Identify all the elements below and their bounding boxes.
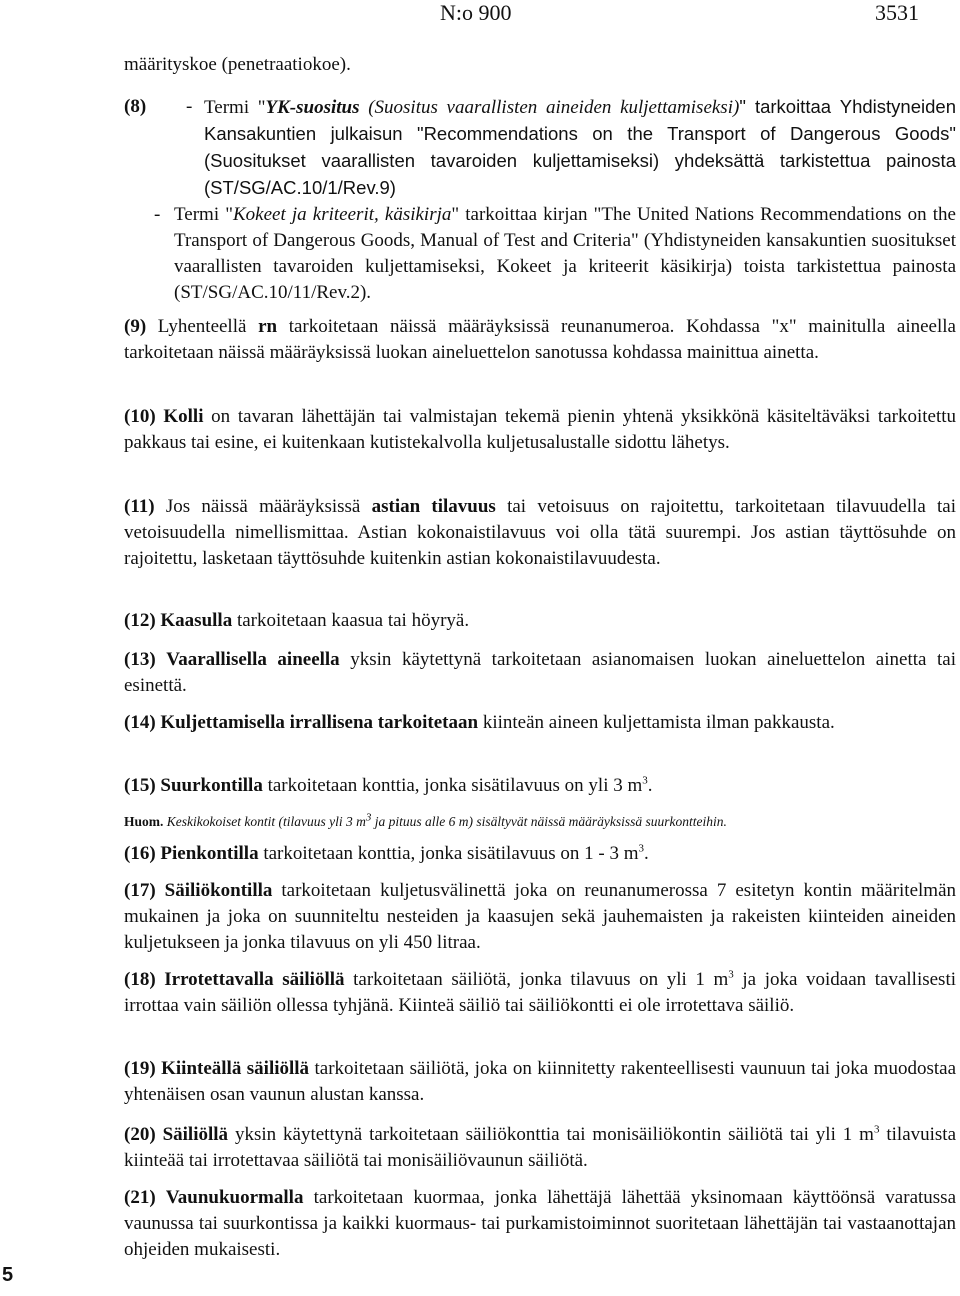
definition-label: (18) [124, 969, 156, 990]
definition-label: (13) [124, 649, 156, 670]
issue-number: N:o 900 [440, 0, 512, 25]
definition-17 [124, 878, 956, 956]
defined-term: Säiliöllä [162, 1124, 229, 1145]
definition-18 [124, 967, 956, 1019]
defined-term: Kaasulla [160, 610, 233, 631]
text-pre: Lyhenteellä [157, 316, 259, 337]
defined-term: Suurkontilla [160, 775, 263, 796]
text-pre: Termi " [204, 97, 266, 118]
definition-label: (10) [124, 406, 156, 427]
text-rest: tarkoitetaan kuormaa, jonka lähettäjä lähettää yksinomaan käyttöönsä varatussa vaunussa tai suurkontissa ja kaikki kuormaus- tai purkamistoiminnot suoritetaan lähettäjän tai vastaanottajan ohjeiden mukaisesti. [124, 1187, 957, 1260]
text-end: . [644, 843, 649, 864]
defined-term: Vaunukuormalla [165, 1187, 304, 1208]
text-rest: " tarkoittaa Yhdistyneiden Kansakuntien julkaisun "Recommendations on the Transport of Dangerous Goods" (Suositukset vaarallisten tavaroiden kuljettamiseksi) yhdeksättä tarkistettua painosta (ST/SG/AC.10/1/Rev.9) [204, 96, 956, 198]
definition-15 [124, 773, 956, 799]
term-gloss: (Suositus vaarallisten aineiden kuljettamiseksi) [359, 97, 740, 118]
definition-label: (19) [124, 1058, 156, 1079]
definition-11 [124, 494, 956, 572]
superscript: 3 [728, 968, 734, 981]
defined-term: Irrotettavalla säiliöllä [164, 969, 345, 990]
defined-term: Kuljettamisella irrallisena tarkoitetaan [160, 712, 479, 733]
text-rest: tarkoitetaan kaasua tai höyryä. [232, 610, 470, 631]
definition-text [204, 94, 956, 202]
defined-term: YK-suositus [265, 97, 360, 118]
note-text: ja pituus alle 6 m) sisältyvät näissä määräyksissä suurkontteihin. [371, 814, 727, 829]
definition-label: (8) [124, 96, 147, 117]
definition-label: (21) [124, 1187, 156, 1208]
text-end: ja joka voidaan tavallisesti irrottaa vain säiliön ollessa tyhjänä. Kiinteä säiliö tai säiliökontti ei ole irrotettava säiliö. [124, 969, 956, 1016]
text-rest: tarkoitetaan konttia, jonka sisätilavuus on 1 - 3 m [258, 843, 639, 864]
text-rest: kiinteän aineen kuljettamista ilman pakkausta. [478, 712, 835, 733]
text-rest: yksin käytettynä tarkoitetaan asianomaisen luokan aineluettelon ainetta tai esinettä. [124, 649, 956, 696]
definition-text [174, 202, 956, 306]
text-pre: Jos näissä määräyksissä [165, 496, 372, 517]
defined-term: Säiliökontilla [164, 880, 273, 901]
defined-term: Pienkontilla [160, 843, 259, 864]
defined-term: Kokeet ja kriteerit, käsikirja [233, 204, 452, 225]
definition-label: (15) [124, 775, 156, 796]
text-rest: tarkoitetaan säiliötä, joka on kiinnitetty rakenteellisesti vaunuun tai joka muodostaa yhtenäisen osan vaunun alustan kanssa. [124, 1058, 957, 1105]
text-rest: tarkoitetaan säiliötä, jonka tilavuus on yli 1 m [344, 969, 729, 990]
defined-term: astian tilavuus [371, 496, 496, 517]
text-end: . [647, 775, 653, 796]
definition-label: (17) [124, 880, 156, 901]
definition-20 [124, 1122, 956, 1174]
dash-marker: - [154, 204, 161, 225]
defined-term: Vaarallisella aineella [166, 649, 340, 670]
text-pre: Termi " [174, 204, 233, 225]
defined-term: rn [258, 316, 278, 337]
definition-label: (14) [124, 712, 156, 733]
definition-19 [124, 1056, 956, 1108]
definition-14 [124, 710, 956, 736]
note [124, 812, 956, 832]
definition-16 [124, 841, 956, 867]
text-end: tilavuista kiinteää tai irrotettavaa säiliötä tai monisäiliövaunun säiliötä. [124, 1124, 957, 1171]
definition-label: (9) [124, 316, 147, 337]
dash-marker: - [186, 96, 193, 117]
text-rest: tarkoitetaan näissä määräyksissä reunanumeroa. Kohdassa "x" mainitulla aineella tarkoitetaan näissä määräyksissä luokan aineluettelon sanotussa kohdassa mainittua ainetta. [124, 316, 956, 363]
superscript: 3 [365, 811, 372, 824]
definition-label: (20) [124, 1124, 156, 1145]
text-rest: tarkoitetaan konttia, jonka sisätilavuus on yli 3 m [262, 775, 643, 796]
superscript: 3 [638, 842, 645, 855]
margin-number: 5 [2, 1264, 14, 1286]
text-rest: tai vetoisuus on rajoitettu, tarkoitetaan tilavuudella tai vetoisuudella nimellismittaa. Astian kokonaistilavuus voi olla tätä suurempi. Jos astian täyttösuhde on rajoitettu, lasketaan täyttösuhde kuitenkin astian kokonaistilavuudesta. [124, 496, 957, 569]
definition-12 [124, 608, 956, 634]
text-rest: on tavaran lähettäjän tai valmistajan tekemä pienin yhtenä yksikkönä käsiteltäväksi tarkoitettu pakkaus tai esine, ei kuitenkaan kutistekalvolla kuljetusalustalle sidottu lähetys. [124, 406, 957, 453]
definition-10 [124, 404, 956, 456]
defined-term: Kolli [163, 406, 204, 427]
text-rest: " tarkoittaa kirjan "The United Nations Recommendations on the Transport of Dangerous Goods, Manual of Test and Criteria" (Yhdistyneiden kansakuntien suositukset vaarallisten tavaroiden kuljettamiseksi, Kokeet ja kriteerit käsikirja) toista tarkistettua painosta (ST/SG/AC.10/11/Rev.2). [174, 204, 956, 303]
note-text: Keskikokoiset kontit (tilavuus yli 3 m [163, 814, 366, 829]
definition-label: (11) [124, 496, 155, 517]
page-number: 3531 [875, 0, 919, 25]
definition-21 [124, 1185, 956, 1263]
intro-line: määrityskoe (penetraatiokoe). [124, 54, 351, 75]
text-rest: tarkoitetaan kuljetusvälinettä joka on reunanumerossa 7 esitetyn kontin määritelmän mukainen ja joka on suunniteltu nesteiden ja kaasujen sekä jauhemaisten ja rakeisten kiinteiden aineiden kuljetukseen ja jonka tilavuus on yli 450 litraa. [124, 880, 956, 953]
definition-9 [124, 314, 956, 366]
definition-label: (12) [124, 610, 156, 631]
superscript: 3 [873, 1123, 880, 1136]
definition-label: (16) [124, 843, 156, 864]
defined-term: Kiinteällä säiliöllä [161, 1058, 310, 1079]
text-rest: yksin käytettynä tarkoitetaan säiliökonttia tai monisäiliökontin säiliötä tai yli 1 m [228, 1124, 874, 1145]
definition-13 [124, 647, 956, 699]
superscript: 3 [642, 774, 648, 787]
note-label: Huom. [124, 814, 164, 829]
